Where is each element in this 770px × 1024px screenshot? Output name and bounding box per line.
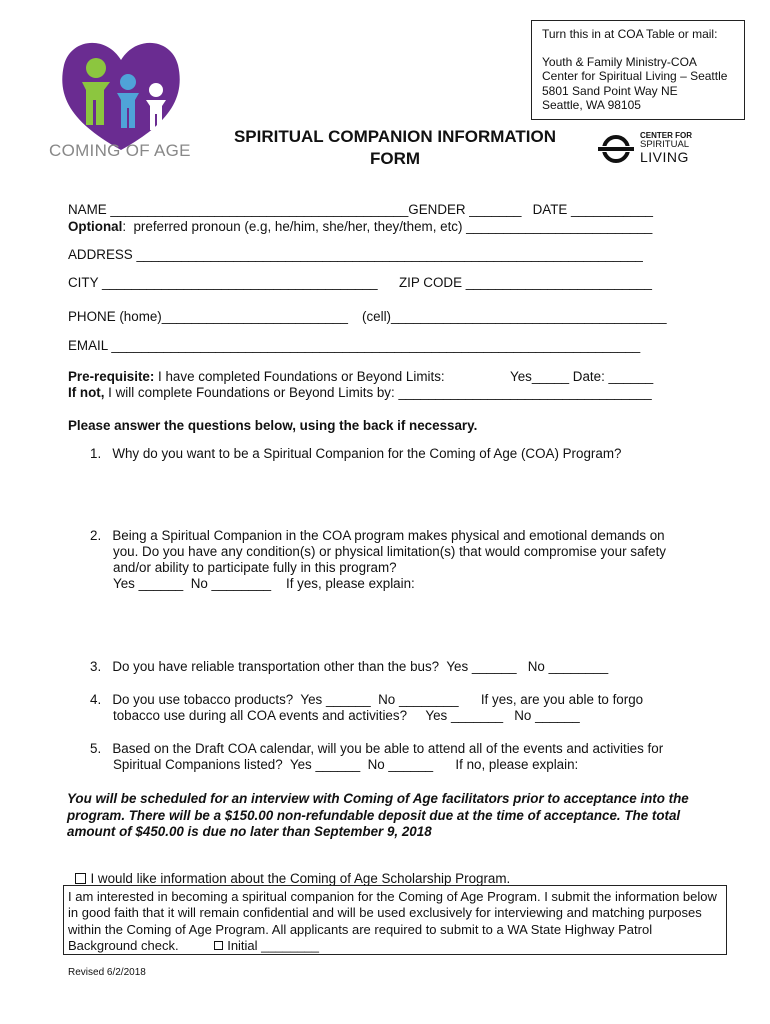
coming-of-age-logo bbox=[46, 30, 196, 165]
mailing-line: 5801 Sand Point Way NE bbox=[542, 83, 678, 98]
page-title bbox=[210, 126, 580, 170]
question-3[interactable]: 3. Do you have reliable transportation other than the bus? Yes ______ No ________ bbox=[90, 659, 609, 674]
checkbox-icon[interactable] bbox=[75, 873, 86, 884]
question-2: 2. Being a Spiritual Companion in the COA program makes physical and emotional demands on bbox=[90, 528, 665, 543]
prerequisite-row bbox=[68, 369, 445, 385]
phone-home-field[interactable]: PHONE (home)_________________________ bbox=[68, 309, 348, 324]
pronoun-field: : preferred pronoun (e.g, he/him, she/her, they/them, etc) _________________________ bbox=[122, 219, 653, 234]
address-field[interactable]: ADDRESS ____________________________________________________________________ bbox=[68, 247, 643, 262]
csl-emblem-icon bbox=[596, 133, 636, 165]
if-not-row[interactable] bbox=[68, 385, 652, 401]
csl-line3: LIVING bbox=[640, 149, 689, 165]
mailing-line: Seattle, WA 98105 bbox=[542, 98, 641, 112]
question-5: 5. Based on the Draft COA calendar, will you be able to attend all of the events and activities for bbox=[90, 741, 664, 756]
prerequisite-label: Pre-requisite: bbox=[68, 369, 155, 384]
center-for-spiritual-living-logo bbox=[596, 131, 706, 167]
question-2-line: you. Do you have any condition(s) or physical limitation(s) that would compromise your safety bbox=[113, 544, 666, 559]
mailing-heading: Turn this in at COA Table or mail: bbox=[542, 27, 718, 41]
question-4-line[interactable]: tobacco use during all COA events and activities? Yes _______ No ______ bbox=[113, 708, 580, 723]
name-gender-date-row[interactable]: NAME ________________________________________GENDER _______ DATE ___________ bbox=[68, 202, 653, 217]
phone-cell-field[interactable]: (cell)_____________________________________ bbox=[362, 309, 667, 324]
mailing-info-box bbox=[531, 20, 745, 120]
title-line: SPIRITUAL COMPANION INFORMATION bbox=[233, 127, 557, 146]
consent-box bbox=[63, 885, 727, 955]
pronoun-row[interactable] bbox=[68, 219, 652, 235]
prerequisite-text: I have completed Foundations or Beyond Limits: bbox=[154, 369, 445, 384]
logo-text: COMING OF AGE bbox=[49, 141, 191, 160]
title-line: FORM bbox=[369, 149, 421, 168]
consent-text: I am interested in becoming a spiritual companion for the Coming of Age Program. I submit the information below in good faith that it will remain confidential and will be used exclusively for interviewing and matching purposes within the Coming of Age Program. All applicants are required to submit to a WA State Highway Patrol Background check. bbox=[68, 889, 717, 954]
question-2-answer[interactable]: Yes ______ No ________ If yes, please explain: bbox=[113, 576, 415, 591]
csl-line2: SPIRITUAL bbox=[640, 139, 690, 150]
question-1: 1. Why do you want to be a Spiritual Companion for the Coming of Age (COA) Program? bbox=[90, 446, 622, 461]
city-field[interactable]: CITY _____________________________________ bbox=[68, 275, 378, 290]
if-not-text: I will complete Foundations or Beyond Limits by: __________________________________ bbox=[104, 385, 652, 400]
scholarship-label: I would like information about the Coming of Age Scholarship Program. bbox=[90, 871, 511, 886]
optional-label: Optional bbox=[68, 219, 123, 234]
question-5-line[interactable]: Spiritual Companions listed? Yes ______ No ______ If no, please explain: bbox=[113, 757, 579, 772]
instructions: Please answer the questions below, using the back if necessary. bbox=[68, 418, 478, 433]
revision-date: Revised 6/2/2018 bbox=[68, 967, 146, 978]
question-2-line: and/or ability to participate fully in this program? bbox=[113, 560, 397, 575]
mailing-line: Youth & Family Ministry-COA bbox=[542, 54, 697, 69]
initial-field[interactable]: Initial ________ bbox=[227, 938, 320, 954]
zip-field[interactable]: ZIP CODE _________________________ bbox=[399, 275, 652, 290]
interview-notice: You will be scheduled for an interview with Coming of Age facilitators prior to acceptance into the program. There will be a $150.00 non-refundable deposit due at the time of acceptance. The total amount of $450.00 is due no later than September 9, 2018 bbox=[67, 791, 689, 839]
checkbox-icon[interactable] bbox=[214, 941, 223, 950]
prerequisite-yes-date[interactable]: Yes_____ Date: ______ bbox=[510, 369, 654, 384]
mailing-line: Center for Spiritual Living – Seattle bbox=[542, 69, 728, 83]
scholarship-option[interactable] bbox=[68, 855, 510, 887]
email-field[interactable]: EMAIL _______________________________________________________________________ bbox=[68, 338, 641, 353]
if-not-label: If not, bbox=[68, 385, 105, 400]
csl-line1: CENTER FOR bbox=[640, 131, 692, 140]
question-4[interactable]: 4. Do you use tobacco products? Yes ______ No ________ If yes, are you able to forgo bbox=[90, 692, 644, 707]
